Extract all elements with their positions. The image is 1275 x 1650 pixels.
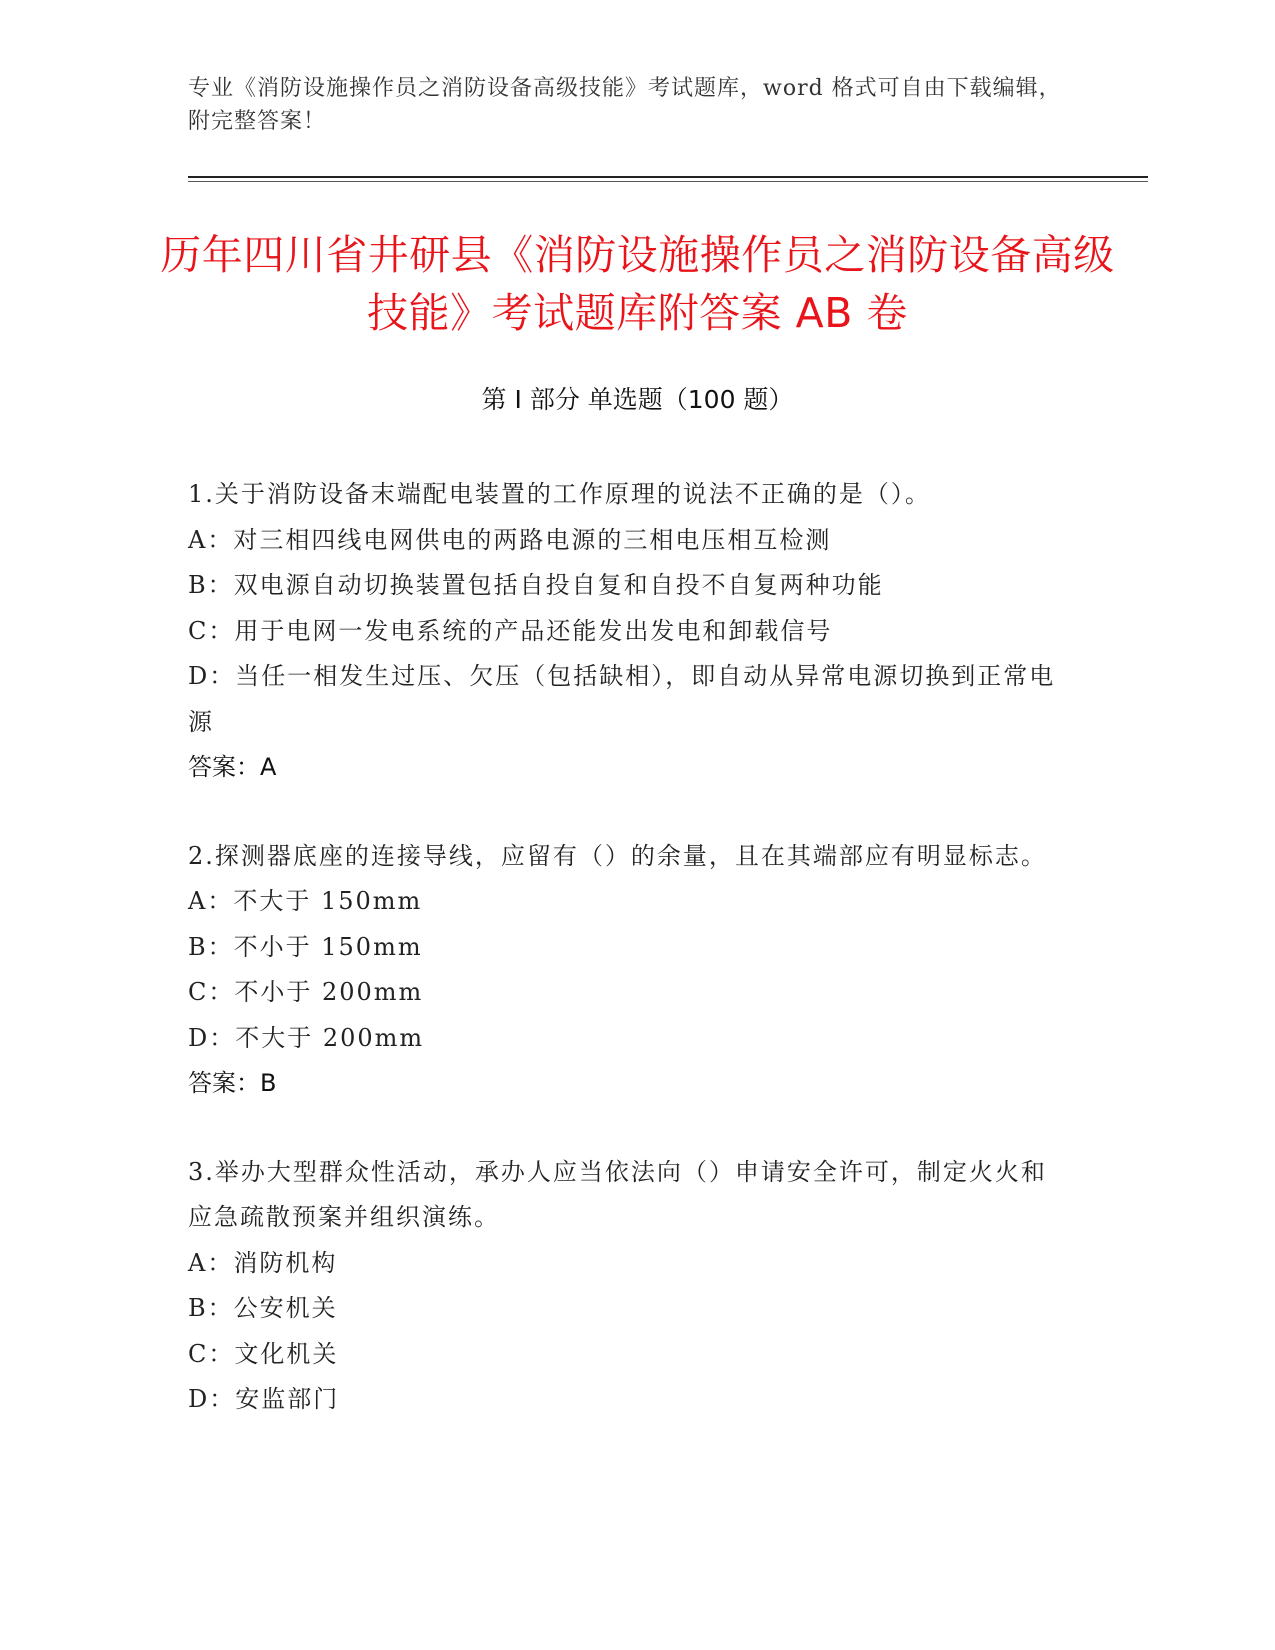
question-2 [188,834,1068,1107]
option-b: B：不小于 150mm [188,932,423,961]
question-1 [188,472,1068,791]
option-d: D：不大于 200mm [188,1023,425,1052]
option-a: A：不大于 150mm [188,887,423,915]
document-title: 历年四川省井研县《消防设施操作员之消防设备高级技能》考试题库附答案 AB 卷 [160,231,1115,337]
option-c: C：用于电网一发电系统的产品还能发出发电和卸载信号 [188,616,833,645]
section-heading: 第 I 部分 单选题（100 题） [481,385,794,414]
option-c: C：不小于 200mm [188,978,424,1006]
option-d: D：安监部门 [188,1385,340,1413]
header-note: 专业《消防设施操作员之消防设备高级技能》考试题库，word 格式可自由下载编辑，附完整答案！ [188,76,1062,134]
question-stem: 1.关于消防设备末端配电装置的工作原理的说法不正确的是（）。 [188,480,931,508]
question-stem: 3.举办大型群众性活动，承办人应当依法向（）申请安全许可，制定火火和应急疏散预案并组织演练。 [188,1157,1047,1231]
header-rule-thick [188,176,1148,178]
question-3 [188,1150,1068,1423]
question-stem: 2.探测器底座的连接导线，应留有（）的余量，且在其端部应有明显标志。 [188,841,1047,870]
answer: 答案：A [188,753,277,781]
option-c: C：文化机关 [188,1339,339,1368]
option-d: D：当任一相发生过压、欠压（包括缺相），即自动从异常电源切换到正常电源 [188,662,1056,736]
answer: 答案：B [188,1069,277,1097]
option-b: B：公安机关 [188,1294,338,1322]
option-b: B：双电源自动切换装置包括自投自复和自投不自复两种功能 [188,571,884,599]
option-a: A：消防机构 [188,1248,338,1277]
header-rule-thin [188,181,1148,182]
question-list [188,472,1068,1466]
option-a: A：对三相四线电网供电的两路电源的三相电压相互检测 [188,525,832,554]
